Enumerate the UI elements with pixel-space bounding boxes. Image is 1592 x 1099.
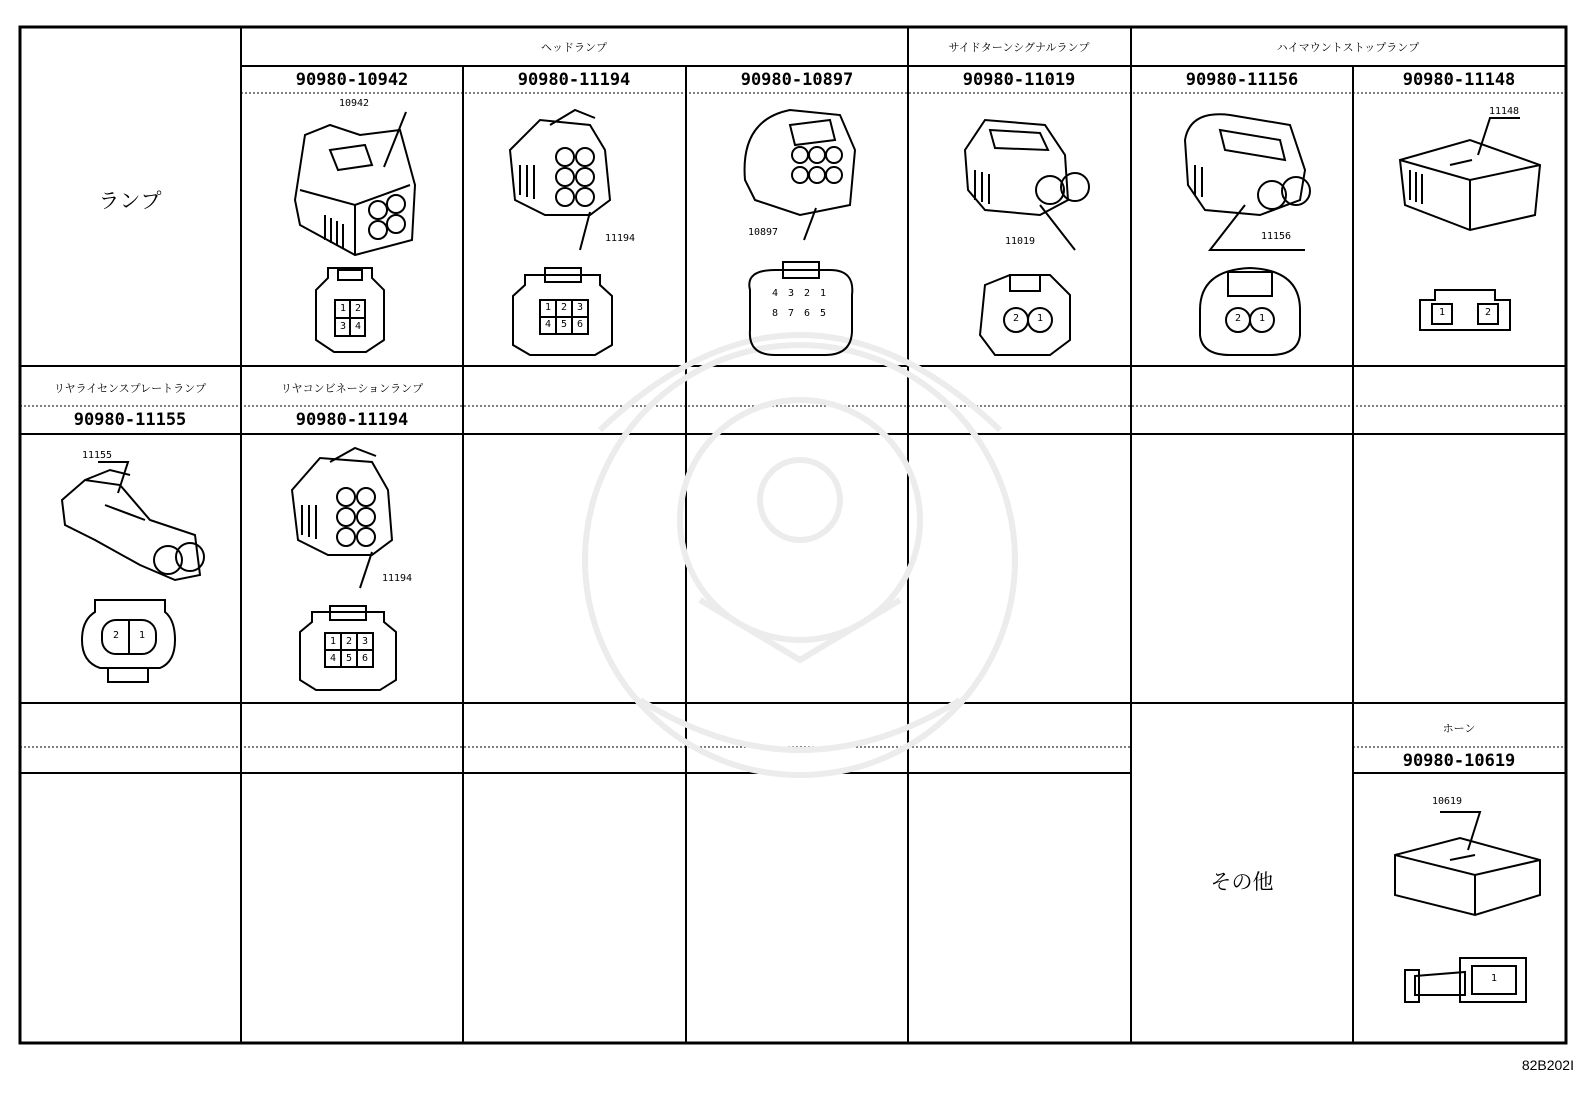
callout-11155: 11155 [81,450,113,461]
callout-11148: 11148 [1488,106,1520,117]
group-other: その他 [1210,870,1274,894]
pin-label: 2 [1484,307,1492,318]
pin-label: 1 [1438,307,1446,318]
group-headlamp: ヘッドランプ [541,41,607,54]
pin-label: 2 [1012,313,1020,324]
part-number-11019: 90980-11019 [962,70,1076,90]
pin-label: 6 [803,308,811,319]
callout-11019: 11019 [1004,236,1036,247]
pin-label: 1 [1036,313,1044,324]
connector-11155-drawing [62,462,204,580]
pin-label: 2 [1234,313,1242,324]
callout-10619: 10619 [1431,796,1463,807]
figure-reference: 82B202I [1521,1057,1574,1073]
part-number-10942: 90980-10942 [295,70,409,90]
connector-10897-drawing [745,110,855,240]
pin-label: 7 [787,308,795,319]
pin-label: 1 [544,302,552,313]
pin-label: 1 [819,288,827,299]
callout-10897: 10897 [747,227,779,238]
connector-11156-face [1200,268,1300,355]
callout-11156: 11156 [1260,231,1292,242]
pin-label: 5 [819,308,827,319]
pin-label: 8 [771,308,779,319]
part-number-10897: 90980-10897 [740,70,854,90]
group-horn: ホーン [1442,722,1476,735]
part-number-11156: 90980-11156 [1185,70,1299,90]
part-number-11148: 90980-11148 [1402,70,1516,90]
callout-11194: 11194 [604,233,636,244]
watermark [585,335,1015,775]
group-lamp: ランプ [98,189,162,213]
connector-11019-face [980,275,1070,355]
part-number-11194-rear: 90980-11194 [295,410,409,430]
pin-label: 1 [329,636,337,647]
callout-11194-rear: 11194 [381,573,413,584]
connector-10619-drawing [1395,812,1540,915]
pin-label: 4 [544,319,552,330]
pin-label: 3 [361,636,369,647]
connector-10619-face [1405,958,1526,1002]
group-rear-combo: リヤコンビネーションランプ [280,382,424,395]
pin-label: 2 [803,288,811,299]
pin-label: 1 [1490,973,1498,984]
group-high-mount: ハイマウントストップランプ [1276,41,1420,54]
pin-label: 2 [560,302,568,313]
pin-label: 2 [345,636,353,647]
pin-label: 5 [345,653,353,664]
pin-label: 3 [576,302,584,313]
pin-label: 3 [339,321,347,332]
pin-label: 4 [771,288,779,299]
pin-label: 3 [787,288,795,299]
pin-label: 4 [329,653,337,664]
pin-label: 2 [112,630,120,641]
pin-label: 6 [576,319,584,330]
connector-11148-face [1420,290,1510,330]
group-license: リヤライセンスプレートランプ [53,382,207,395]
pin-label: 1 [339,303,347,314]
connector-11194-drawing [510,110,610,250]
part-number-10619: 90980-10619 [1402,751,1516,771]
pin-label: 5 [560,319,568,330]
connector-10942-drawing [295,112,415,255]
connector-11156-drawing [1185,114,1310,250]
part-number-11155: 90980-11155 [73,410,187,430]
connector-11194b-drawing [292,448,392,588]
pin-label: 6 [361,653,369,664]
part-number-11194: 90980-11194 [517,70,631,90]
connector-10942-face [316,268,384,352]
connector-11019-drawing [965,120,1089,250]
pin-label: 2 [354,303,362,314]
group-side-turn: サイドターンシグナルランプ [948,41,1090,54]
pin-label: 4 [354,321,362,332]
callout-10942: 10942 [338,98,370,109]
connector-11155-face [82,600,175,682]
connector-11148-drawing [1400,118,1540,230]
connector-11194b-face [300,606,396,690]
pin-label: 1 [1258,313,1266,324]
pin-label: 1 [138,630,146,641]
